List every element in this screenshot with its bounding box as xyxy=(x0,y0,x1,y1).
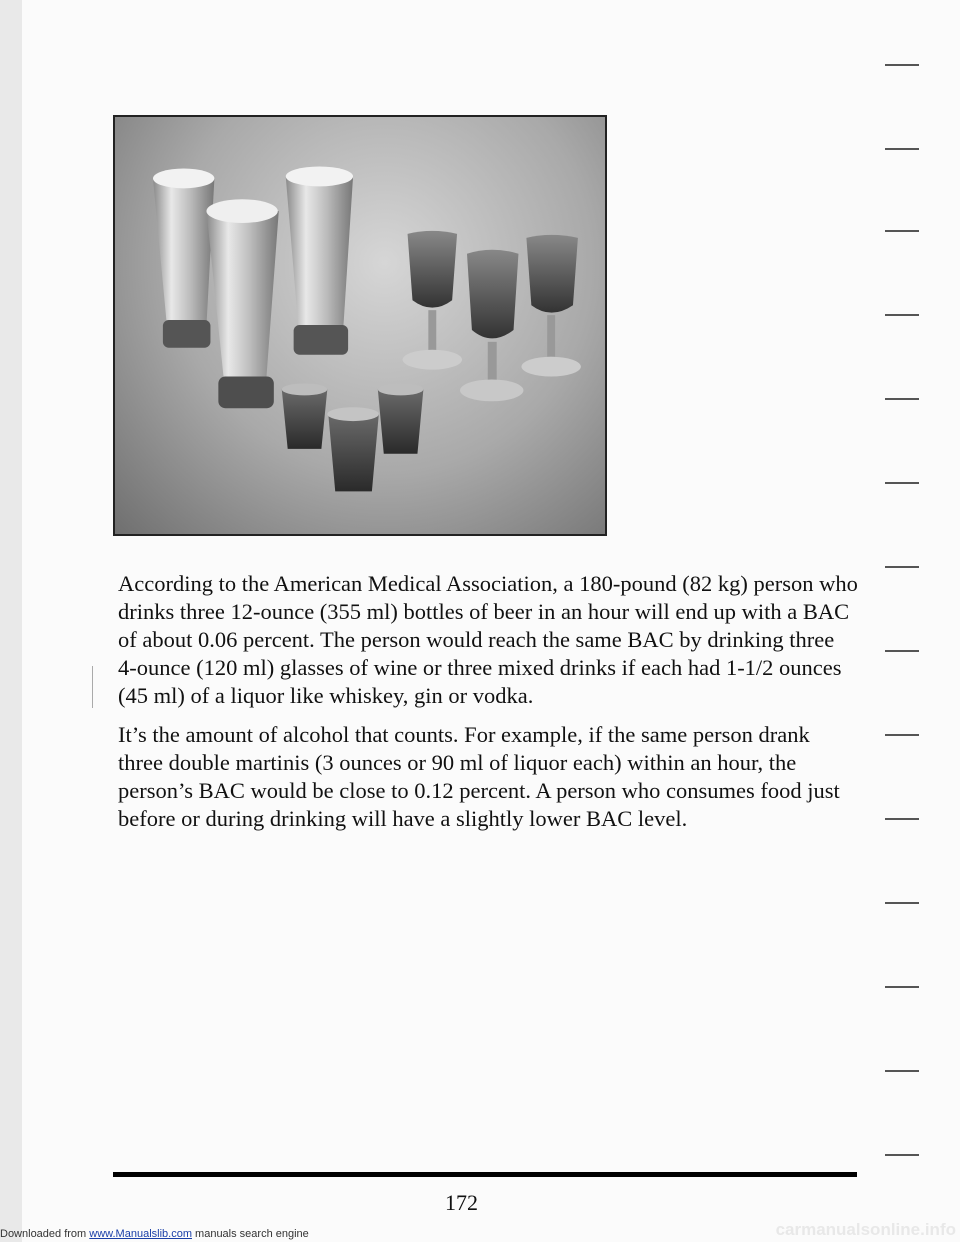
page-number: 172 xyxy=(445,1190,478,1215)
paragraph-bac-equivalence: According to the American Medical Association, a 180-pound (82 kg) person who drinks three 12-ounce (355 ml) bottles of beer in an hour will end up with a BAC of about 0.06 percent. The person would reach the same BAC by drinking three 4-ounce (120 ml) glasses of wine or three mixed drinks if each had 1-1/2 ounces (45 ml) of a liquor like whiskey, gin or vodka. xyxy=(118,571,858,708)
watermark: carmanualsonline.info xyxy=(775,1220,956,1239)
scan-mark xyxy=(92,666,93,708)
edge-tick xyxy=(885,902,919,904)
edge-tick xyxy=(885,566,919,568)
beer-glass-front xyxy=(206,199,278,408)
beer-glass-right xyxy=(286,167,353,355)
edge-tick xyxy=(885,650,919,652)
edge-tick xyxy=(885,398,919,400)
edge-tick xyxy=(885,1154,919,1156)
edge-tick xyxy=(885,230,919,232)
body-text xyxy=(118,570,858,844)
wine-glass-right xyxy=(521,235,580,377)
banner-suffix: manuals search engine xyxy=(191,1228,309,1240)
download-banner xyxy=(0,1228,309,1240)
edge-tick xyxy=(885,314,919,316)
footer-rule xyxy=(113,1172,857,1177)
shot-glass-left xyxy=(282,383,328,448)
download-sidebar xyxy=(0,0,22,1242)
beer-glass-left xyxy=(153,169,214,348)
drinks-illustration xyxy=(115,117,605,534)
edge-tick xyxy=(885,148,919,150)
edge-tick xyxy=(885,818,919,820)
wine-glass-front xyxy=(460,250,523,402)
edge-tick xyxy=(885,986,919,988)
edge-tick xyxy=(885,1070,919,1072)
edge-tick xyxy=(885,734,919,736)
shot-glass-front xyxy=(327,407,379,491)
wine-glass-left xyxy=(403,231,462,370)
paragraph-alcohol-amount: It’s the amount of alcohol that counts. For example, if the same person drank three double martinis (3 ounces or 90 ml of liquor each) within an hour, the person’s BAC would be close to 0.12 percent. A person who consumes food just before or during drinking will have a slightly lower BAC level. xyxy=(118,722,840,831)
drinks-photo xyxy=(113,115,607,536)
banner-prefix: Downloaded from xyxy=(0,1228,90,1240)
manualslib-link[interactable]: www.Manualslib.com xyxy=(89,1228,192,1240)
shot-glass-right xyxy=(378,383,424,453)
edge-tick xyxy=(885,64,919,66)
edge-tick xyxy=(885,482,919,484)
